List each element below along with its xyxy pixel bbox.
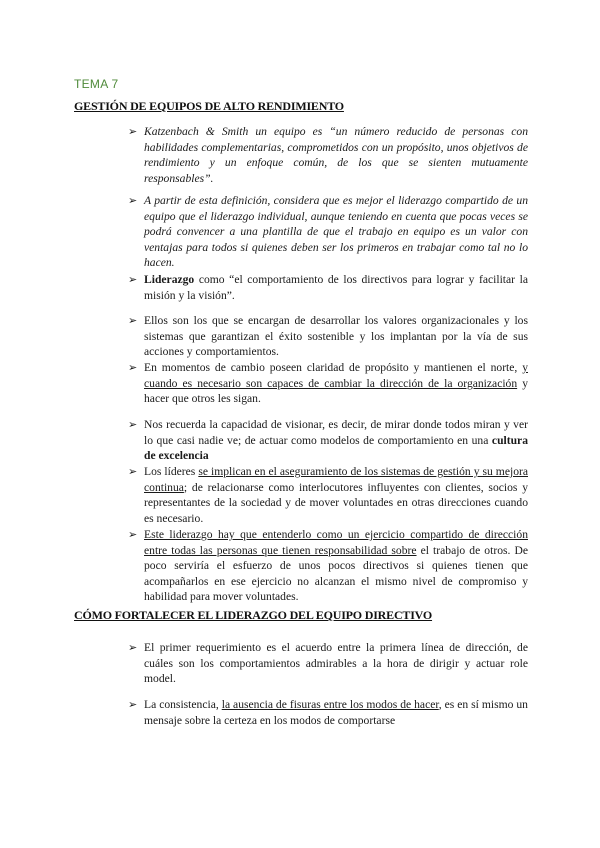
bullet-text-end: y hacer que otros les sigan. [144, 376, 528, 406]
bullet-item-9 [128, 640, 528, 687]
bullet-item-6 [128, 417, 528, 464]
bullet-text: En momentos de cambio poseen claridad de propósito y mantienen el norte, [144, 361, 523, 374]
bullet-text: Los líderes [144, 465, 199, 478]
section-heading-1: GESTIÓN DE EQUIPOS DE ALTO RENDIMIENTO [74, 99, 344, 113]
arrow-bullet-icon: ➢ [128, 314, 138, 327]
bullet-item-4 [128, 313, 528, 360]
bullet-text: El primer requerimiento es el acuerdo entre la primera línea de dirección, de cuáles son los comportamientos admirables a la hora de dirigir y actuar role model. [144, 641, 528, 686]
section-heading-2: CÓMO FORTALECER EL LIDERAZGO DEL EQUIPO DIRECTIVO [74, 608, 433, 622]
arrow-bullet-icon: ➢ [128, 641, 138, 654]
bullet-item-5 [128, 360, 528, 407]
bold-term: cultura de excelencia [144, 433, 528, 463]
bullet-text: Ellos son los que se encargan de desarrollar los valores organizacionales y los sistemas que garantizan el éxito sostenible y los implantan por la vía de sus acciones y comportamientos. [144, 314, 528, 359]
arrow-bullet-icon: ➢ [128, 125, 138, 138]
arrow-bullet-icon: ➢ [128, 528, 138, 541]
arrow-bullet-icon: ➢ [128, 194, 138, 207]
underlined-text: y cuando es necesario son capaces de cambiar la dirección de la organización [144, 361, 528, 390]
bullet-text-end: el trabajo de otros. De poco serviría el esfuerzo de unos pocos directivos si quienes tienen que acompañarlos en ese ejercicio no alcanzan el mismo nivel de compromiso y habilidad para mover voluntades. [144, 543, 528, 604]
bullet-item-2 [128, 193, 528, 271]
bullet-text: Nos recuerda la capacidad de visionar, es decir, de mirar donde todos miran y ver lo que casi nadie ve; de actuar como modelos de comportamiento en una [144, 418, 528, 447]
bullet-item-3 [128, 272, 528, 303]
topic-number: TEMA 7 [74, 77, 119, 91]
bold-term: Liderazgo [144, 273, 195, 286]
underlined-text: Este liderazgo hay que entenderlo como un ejercicio compartido de dirección entre todas las personas que tienen responsabilidad sobre [144, 528, 528, 557]
bullet-item-1 [128, 124, 528, 186]
bullet-text: como “el comportamiento de los directivos para lograr y facilitar la misión y la visión”. [144, 273, 528, 302]
arrow-bullet-icon: ➢ [128, 273, 138, 286]
bullet-item-10 [128, 697, 528, 728]
bullet-text: Katzenbach & Smith un equipo es “un número reducido de personas con habilidades complementarias, comprometidos con un propósito, unos objetivos de rendimiento y un enfoque común, de los que se sienten mutuamente responsables”. [144, 125, 528, 185]
arrow-bullet-icon: ➢ [128, 361, 138, 374]
bullet-item-7 [128, 464, 528, 526]
underlined-text: la ausencia de fisuras entre los modos de hacer [221, 698, 439, 711]
underlined-text: se implican en el aseguramiento de los sistemas de gestión y su mejora continua [144, 465, 528, 494]
bullet-text: La consistencia, [144, 698, 222, 711]
bullet-text-end: ; de relacionarse como interlocutores influyentes con clientes, socios y representantes de la sociedad y de mover voluntades en otras direcciones cuando es necesario. [144, 480, 528, 525]
arrow-bullet-icon: ➢ [128, 698, 138, 711]
arrow-bullet-icon: ➢ [128, 465, 138, 478]
bullet-text: A partir de esta definición, considera que es mejor el liderazgo compartido de un equipo que el liderazgo individual, aunque teniendo en cuenta que pocas veces se podrá convencer a una plantilla de que el trabajo en equipo es un valor con ventajas para todos si quienes deben ser los primeros en trabajar como tal no lo hacen. [144, 194, 528, 270]
bullet-text-end: , es en sí mismo un mensaje sobre la certeza en los modos de comportarse [144, 698, 528, 727]
arrow-bullet-icon: ➢ [128, 418, 138, 431]
bullet-item-8 [128, 527, 528, 605]
